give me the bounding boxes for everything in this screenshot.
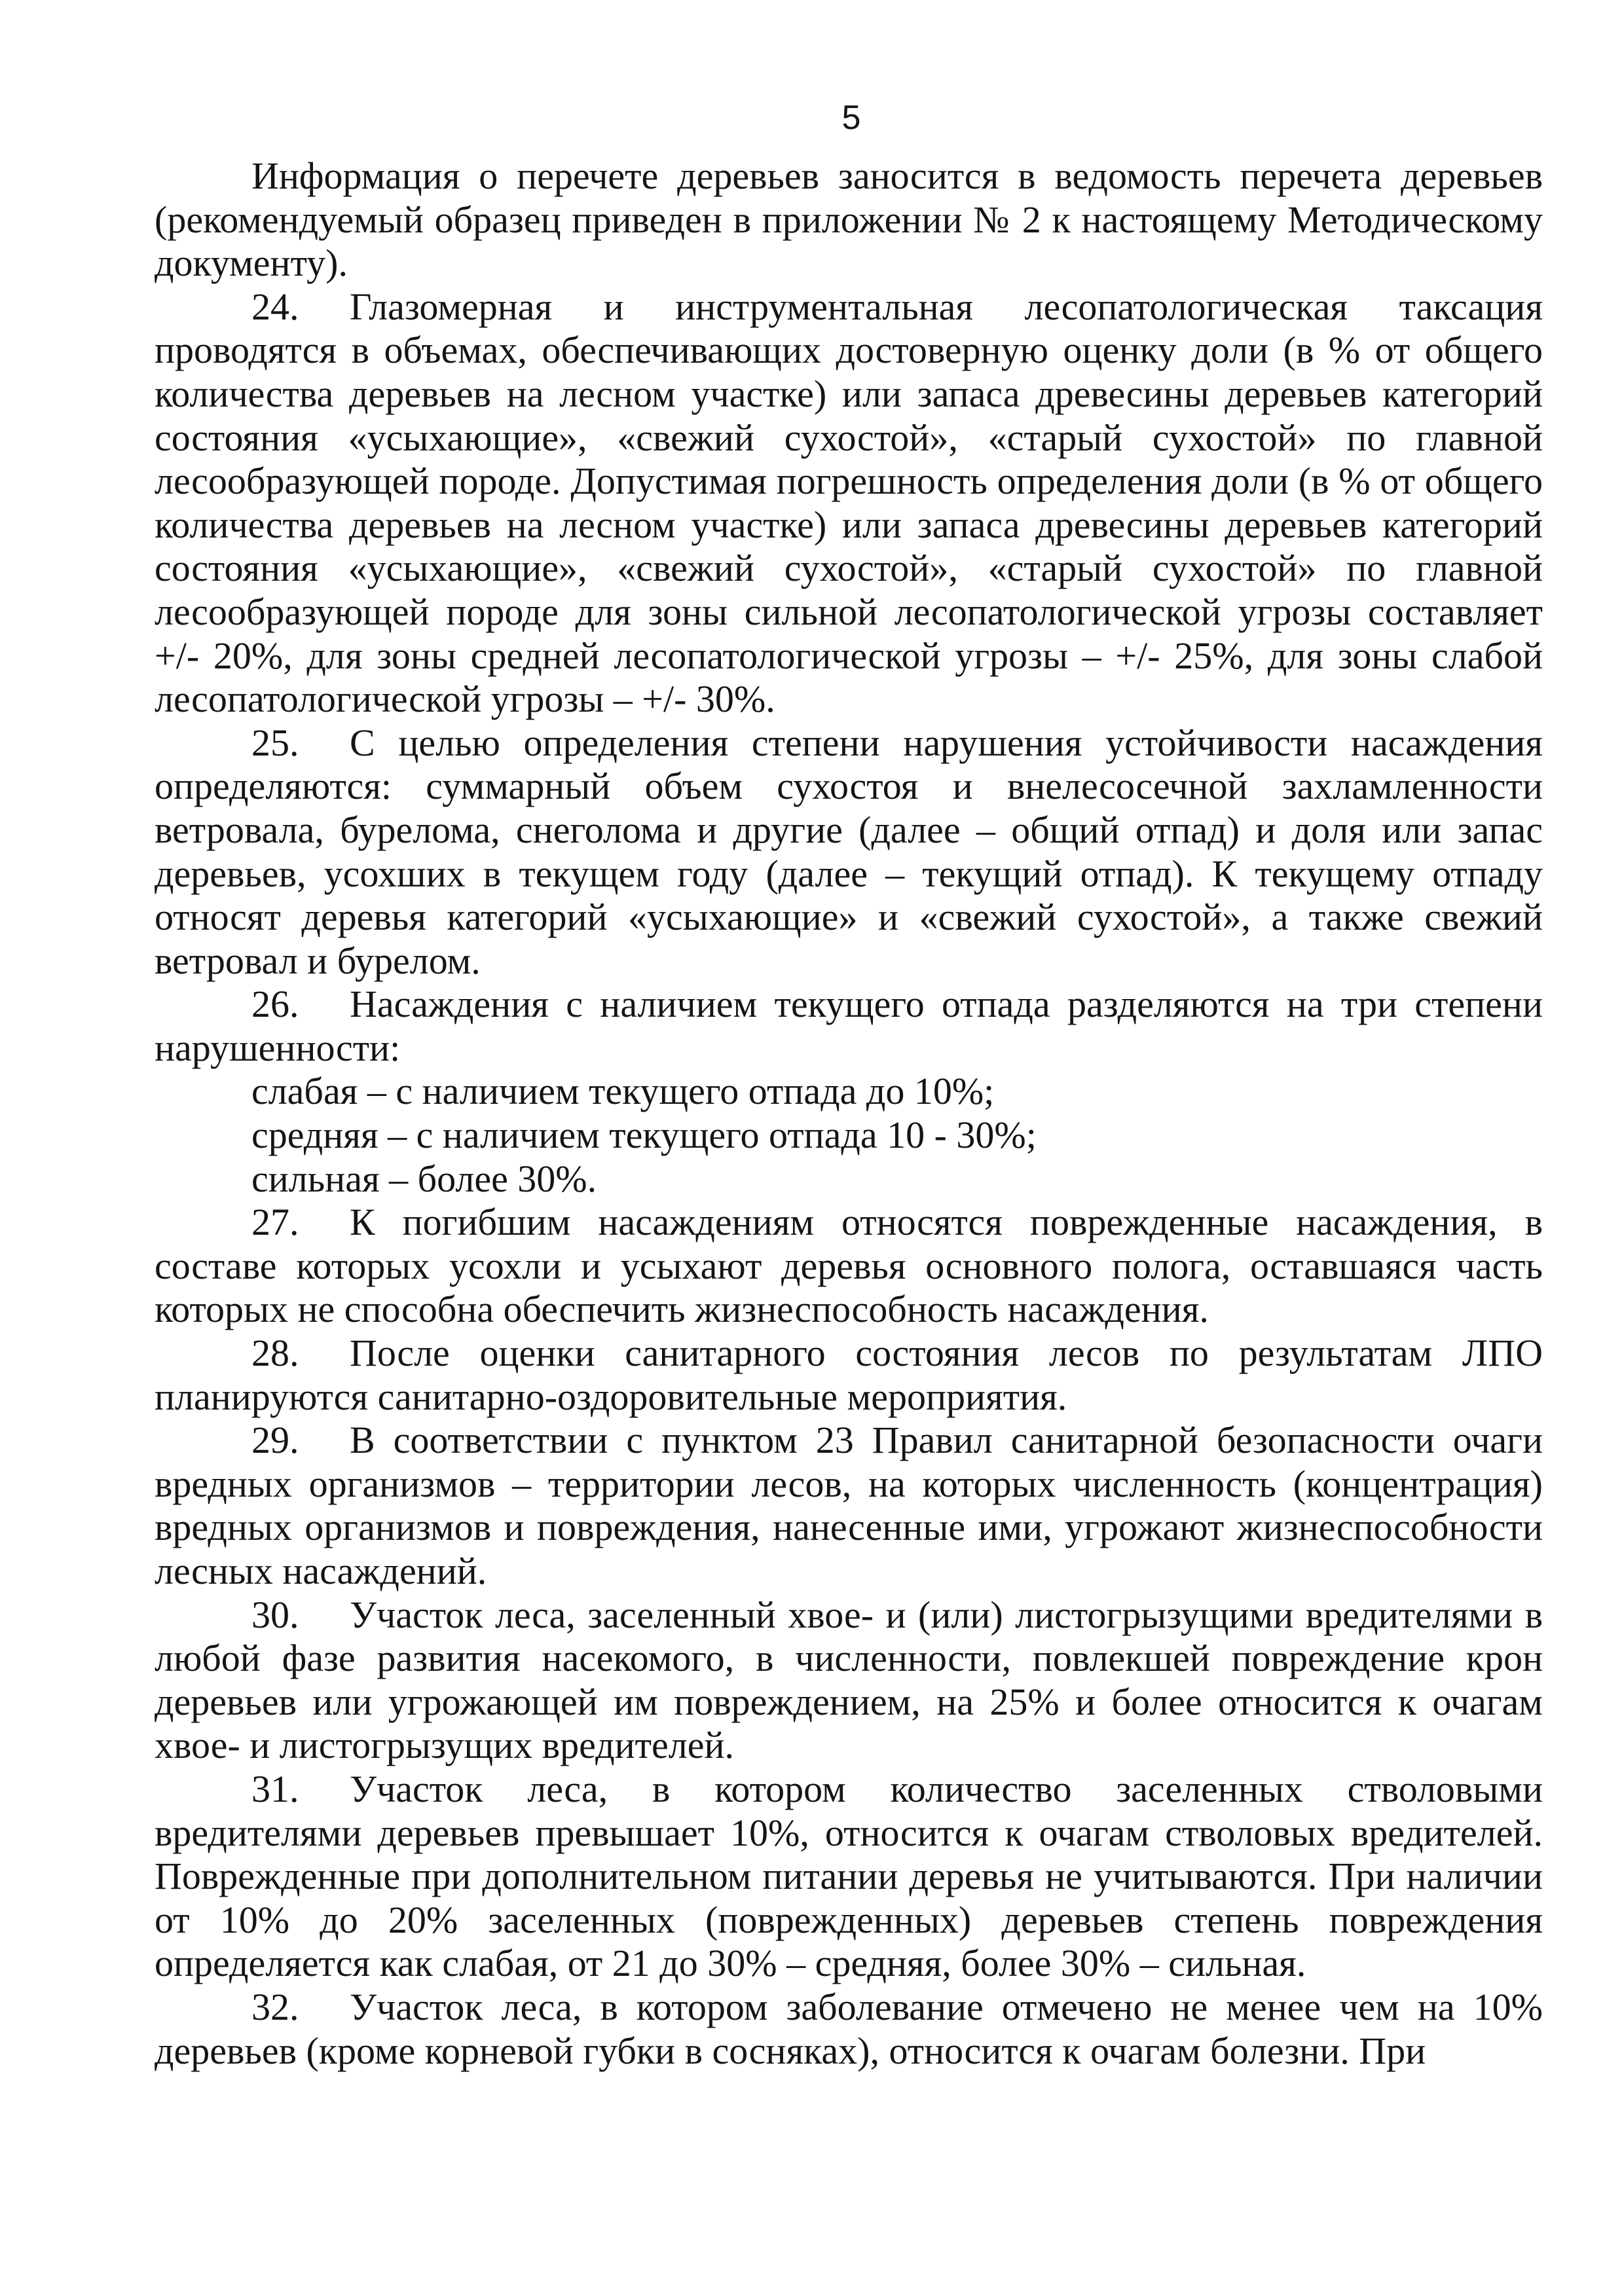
paragraph-text: После оценки санитарного состояния лесов по результатам ЛПО планируются санитарно-оздоровительные мероприятия. — [155, 1332, 1543, 1418]
paragraph-30 — [155, 1594, 1543, 1768]
paragraph-32 — [155, 1986, 1543, 2073]
paragraph-text: К погибшим насаждениям относятся поврежденные насаждения, в составе которых усохли и усыхают деревья основного полога, оставшаяся часть которых не способна обеспечить жизнеспособность насаждения. — [155, 1201, 1543, 1331]
paragraph-number: 32. — [251, 1985, 299, 2028]
paragraph-number: 26. — [251, 983, 299, 1026]
paragraph-text: Глазомерная и инструментальная лесопатологическая таксация проводятся в объемах, обеспечивающих достоверную оценку доли (в % от общего количества деревьев на лесном участке) или запаса древесины деревьев категорий состояния «усыхающие», «свежий сухостой», «старый сухостой» по главной лесообразующей породе. Допустимая погрешность определения доли (в % от общего количества деревьев на лесном участке) или запаса древесины деревьев категорий состояния «усыхающие», «свежий сухостой», «старый сухостой» по главной лесообразующей породе для зоны сильной лесопатологической угрозы составляет +/- 20%, для зоны средней лесопатологической угрозы – +/- 25%, для зоны слабой лесопатологической угрозы – +/- 30%. — [155, 285, 1543, 721]
paragraph-number: 29. — [251, 1419, 299, 1462]
damage-degree-weak: слабая – с наличием текущего отпада до 10%; — [251, 1070, 995, 1113]
paragraph-text: Информация о перечете деревьев заносится в ведомость перечета деревьев (рекомендуемый образец приведен в приложении № 2 к настоящему Методическому документу). — [155, 155, 1543, 285]
paragraph-text: Участок леса, заселенный хвое- и (или) листогрызущими вредителями в любой фазе развития насекомого, в численности, повлекшей повреждение крон деревьев или угрожающей им повреждением, на 25% и более относится к очагам хвое- и листогрызущих вредителей. — [155, 1593, 1543, 1767]
page-number: 5 — [841, 99, 861, 137]
paragraph-intro — [155, 155, 1543, 285]
paragraph-27 — [155, 1201, 1543, 1332]
document-body — [155, 155, 1543, 2073]
paragraph-number: 31. — [251, 1767, 299, 1810]
paragraph-31 — [155, 1768, 1543, 1986]
paragraph-25 — [155, 721, 1543, 983]
damage-degree-medium: средняя – с наличием текущего отпада 10 - 30%; — [251, 1114, 1037, 1157]
paragraph-number: 30. — [251, 1593, 299, 1636]
paragraph-number: 27. — [251, 1201, 299, 1244]
paragraph-29 — [155, 1419, 1543, 1593]
paragraph-28 — [155, 1332, 1543, 1419]
paragraph-text: Насаждения с наличием текущего отпада разделяются на три степени нарушенности: — [155, 983, 1543, 1069]
paragraph-number: 28. — [251, 1332, 299, 1375]
paragraph-26 — [155, 983, 1543, 1070]
paragraph-number: 24. — [251, 285, 299, 328]
damage-degree-strong: сильная – более 30%. — [251, 1157, 597, 1200]
paragraph-text: Участок леса, в котором количество заселенных стволовыми вредителями деревьев превышает 10%, относится к очагам стволовых вредителей. Поврежденные при дополнительном питании деревья не учитываются. При наличии от 10% до 20% заселенных (поврежденных) деревьев степень повреждения определяется как слабая, от 21 до 30% – средняя, более 30% – сильная. — [155, 1767, 1543, 1985]
paragraph-text: Участок леса, в котором заболевание отмечено не менее чем на 10% деревьев (кроме корневой губки в сосняках), относится к очагам болезни. При — [155, 1985, 1543, 2072]
paragraph-number: 25. — [251, 721, 299, 764]
paragraph-text: В соответствии с пунктом 23 Правил санитарной безопасности очаги вредных организмов – территории лесов, на которых численность (концентрация) вредных организмов и повреждения, нанесенные ими, угрожают жизнеспособности лесных насаждений. — [155, 1419, 1543, 1592]
paragraph-text: С целью определения степени нарушения устойчивости насаждения определяются: суммарный объем сухостоя и внелесосечной захламленности ветровала, бурелома, снеголома и другие (далее – общий отпад) и доля или запас деревьев, усохших в текущем году (далее – текущий отпад). К текущему отпаду относят деревья категорий «усыхающие» и «свежий сухостой», а также свежий ветровал и бурелом. — [155, 721, 1543, 982]
paragraph-24 — [155, 285, 1543, 721]
